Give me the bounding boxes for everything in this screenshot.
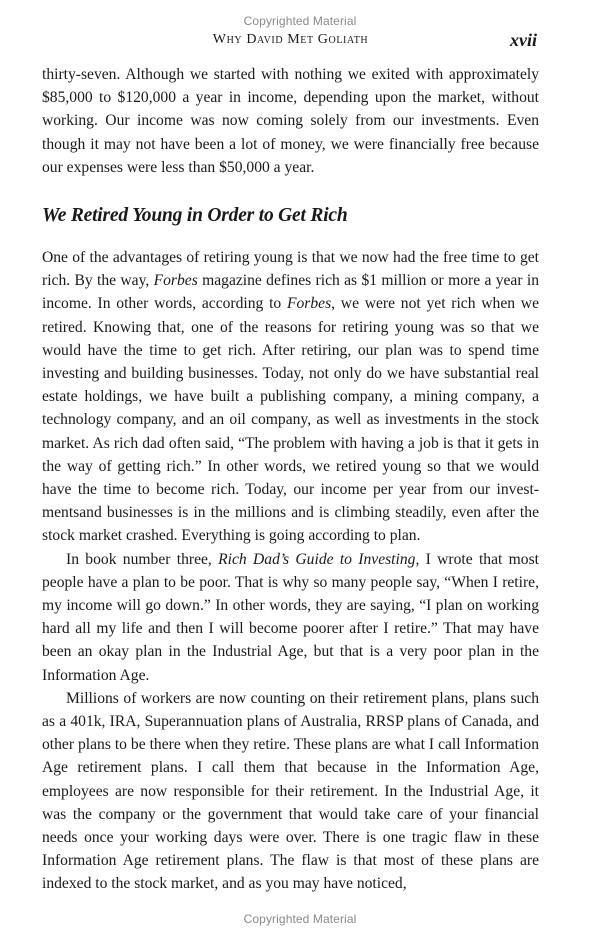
body-paragraph-3: Millions of workers are now counting on their retirement plans, plans such as a 401k, IRA, Superannuation plans of Australia, RRSP plans of Canada, and other plans to be there when they retire. These plans are what I call Information Age retirement plans. I call them that because in the Information Age, employees are now responsible for their retirement. In the Industrial Age, it was the company or the government that would take care of your financial needs once your working days were over. There is one tragic flaw in these Information Age retirement plans. The flaw is that most of these plans are indexed to the stock market, and as you may have noticed,: [42, 689, 539, 893]
continued-paragraph-block: [42, 63, 539, 179]
p1-text-e: , we were not yet rich when we retired. Knowing that, one of the reasons for retiring young was so that we would have the time to get rich. After retiring, our plan was to spend time investing and building businesses. Today, not only do we have substantial real estate holdings, we have built a publishing company, a mining company, a technology company, and an oil company, as well as investments in the stock market. As rich dad often said, “The problem with having a job is that it gets in the way of getting rich.” In other words, we retired young so that we would have the time to become rich. Today, our income per year from our investmentsand businesses is in the millions and is climbing steadily, even after the stock market crashed. Everything is going according to plan.: [42, 295, 539, 545]
body-paragraph-1: [42, 246, 539, 548]
continued-paragraph: thirty-seven. Although we started with nothing we exited with approximately $85,000 to $120,000 a year in income, depending upon the market, without working. Our income was now coming solely from our investments. Even though it may not have been a lot of money, we were financially free because our expenses were less than $50,000 a year.: [42, 66, 539, 176]
p1-forbes-1: Forbes: [153, 272, 198, 290]
body-paragraph-2: [42, 548, 539, 687]
p2-text-c: I wrote that most people have a plan to be poor. That is why so many people say, “When I retire, my income will go down.” In other words, they are saying, “I plan on working hard all my life and then I will become poorer after I retire.” That may have been an okay plan in the Industrial Age, but that is a very poor plan in the Information Age.: [42, 550, 539, 684]
p1-text-c: magazine defines rich as $1 million or more a year in income. In other words, according to: [42, 272, 539, 313]
page-number: xvii: [510, 30, 537, 50]
copyright-watermark-top: Copyrighted Material: [243, 14, 357, 28]
copyright-watermark-bottom: Copyrighted Material: [243, 912, 357, 926]
p1-forbes-2: Forbes: [286, 295, 332, 313]
section-heading: We Retired Young in Order to Get Rich: [42, 205, 348, 226]
p2-book-title: Rich Dad’s Guide to Investing,: [218, 550, 420, 568]
p1-text-a: One of the advantages of retiring young is that we now had the free time to get rich. By the way,: [42, 249, 539, 290]
running-header: [42, 32, 539, 52]
running-title: Why David Met Goliath: [212, 32, 369, 47]
p2-text-a: In book number three,: [66, 550, 219, 568]
section-body: [42, 246, 539, 896]
